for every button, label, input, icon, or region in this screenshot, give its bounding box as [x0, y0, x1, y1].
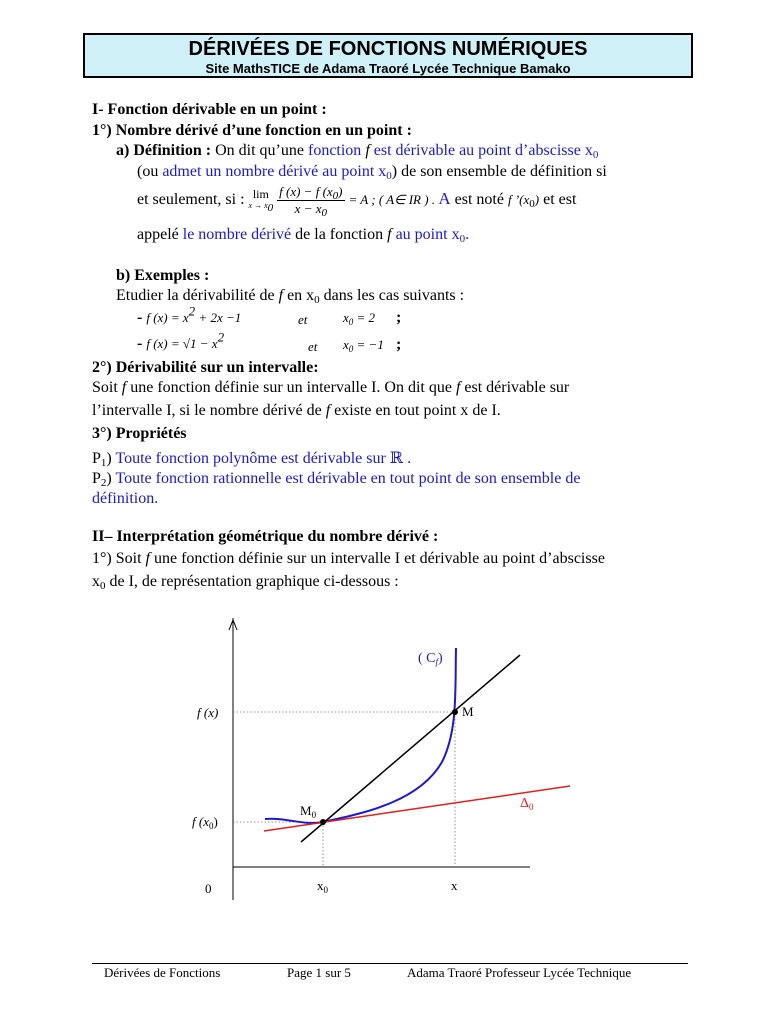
text: est noté	[450, 191, 508, 208]
examples-label: b) Exemples :	[116, 267, 210, 284]
text: )	[534, 192, 540, 207]
difference-quotient	[277, 184, 344, 217]
definition-line-1	[116, 141, 598, 161]
subscript: 0	[348, 317, 354, 327]
text: P	[92, 450, 101, 467]
subsection-2-title: 2°) Dérivabilité sur un intervalle:	[92, 359, 319, 376]
definition-line-2	[137, 162, 607, 182]
subscript: 0	[267, 202, 274, 215]
subscript: 0	[332, 189, 339, 202]
definition-line-3	[137, 180, 576, 219]
text: x	[343, 310, 349, 325]
subscript: 0	[459, 233, 466, 245]
text: )	[106, 470, 112, 487]
limit	[248, 187, 274, 215]
text: x	[343, 337, 349, 352]
subscript: 0	[529, 198, 535, 210]
math-f: f	[145, 550, 150, 567]
page-footer	[92, 963, 688, 980]
subscript: 0	[314, 294, 320, 306]
definition-label: a) Définition :	[116, 142, 212, 159]
section-2-line-1	[92, 549, 605, 569]
text: en x	[283, 287, 315, 304]
text: )	[338, 183, 343, 199]
math-f: f	[121, 379, 127, 396]
text: Soit	[92, 379, 122, 396]
point-M	[452, 709, 458, 715]
text: x	[92, 573, 100, 590]
page-title: DÉRIVÉES DE FONCTIONS NUMÉRIQUES	[188, 38, 588, 60]
section-2-title: II– Interprétation géométrique du nombre dérivé :	[92, 528, 439, 545]
A-symbol: A	[435, 189, 451, 208]
section-2-line-2	[92, 572, 399, 592]
subscript: 0	[348, 344, 354, 354]
text: de la fonction	[291, 226, 388, 243]
text: Toute fonction rationnelle est dérivable en tout point de son ensemble de	[111, 470, 581, 487]
text: = 2	[353, 310, 376, 325]
subsection-1-title: 1°) Nombre dérivé d’une fonction en un point :	[92, 122, 412, 139]
text: .	[465, 226, 470, 243]
section-1-title: I- Fonction dérivable en un point :	[92, 101, 327, 118]
delta0-label: $\Delta_0$	[520, 796, 534, 812]
subscript: 0	[321, 206, 327, 219]
example-2-et: et	[308, 339, 318, 354]
text: de I, de représentation graphique ci-dessous :	[105, 573, 399, 590]
text: existe en tout point x de I.	[330, 402, 501, 419]
page-subtitle: Site MathsTICE de Adama Traoré Lycée Technique Bamako	[205, 61, 571, 76]
footer-left: Dérivées de Fonctions	[104, 965, 221, 980]
text: (ou	[137, 163, 163, 180]
math-f: f	[455, 379, 461, 396]
text: une fonction définie sur un intervalle I et dérivable au point d’abscisse	[149, 550, 605, 567]
M-label: M	[462, 704, 474, 719]
definition-line-4	[137, 225, 469, 245]
subscript: 0	[100, 580, 106, 592]
text: f (x) = x	[146, 310, 189, 325]
lim-text: lim	[252, 187, 269, 202]
x0-axis-label: $x_0$	[317, 878, 328, 895]
text: x → x	[248, 201, 268, 211]
text: au point x	[395, 226, 460, 243]
derivability-line-1	[92, 378, 569, 398]
math-f: f	[325, 402, 331, 419]
subscript: 0	[592, 149, 599, 161]
bullet: -	[137, 335, 143, 352]
fx0-label: f $(x_0)$	[192, 814, 218, 831]
text: le nombre dérivé	[182, 226, 292, 243]
M0-label: $M_0$	[300, 803, 317, 820]
text: 1°) Soit	[92, 550, 146, 567]
text: est dérivable sur	[460, 379, 570, 396]
fx-label: f (x)	[197, 705, 219, 720]
property-2-cont: définition.	[92, 490, 159, 507]
fraction-denominator	[277, 201, 344, 217]
point-M0	[320, 819, 326, 825]
subscript: 1	[100, 457, 107, 469]
text: et seulement, si :	[137, 191, 249, 208]
derivability-line-2	[92, 401, 501, 421]
subscript: 2	[100, 477, 107, 489]
text: une fonction définie sur un intervalle I. On dit que	[126, 379, 456, 396]
example-2-x0	[343, 335, 384, 355]
text: = −1	[353, 337, 384, 352]
examples-text	[116, 286, 464, 306]
equals-A: = A ; ( A∈ IR ) .	[348, 192, 436, 207]
text: est dérivable au point d’abscisse x	[369, 142, 593, 159]
origin-label: 0	[205, 881, 212, 896]
math-f: f	[365, 142, 370, 159]
superscript: 2	[188, 303, 196, 319]
example-2	[137, 329, 225, 354]
fraction-numerator	[277, 184, 344, 201]
text: dans les cas suivants :	[319, 287, 465, 304]
derivative-graph	[0, 600, 768, 920]
curve-cf	[265, 648, 456, 823]
semicolon: ;	[396, 309, 402, 326]
text: Toute fonction polynôme est dérivable sur ℝ .	[111, 450, 412, 467]
text: )	[106, 450, 112, 467]
text: l’intervalle I, si le nombre dérivé de	[92, 402, 326, 419]
text: fonction	[307, 142, 366, 159]
secant-line	[301, 655, 520, 842]
subsection-3-title: 3°) Propriétés	[92, 425, 187, 442]
footer-right: Adama Traoré Professeur Lycée Technique	[407, 965, 632, 980]
header-box	[83, 33, 693, 78]
property-2	[92, 469, 580, 489]
text: + 2x −1	[195, 310, 242, 325]
text: On dit qu’une	[211, 142, 308, 159]
subscript: 0	[386, 170, 392, 182]
text: x − x	[294, 200, 322, 216]
example-1	[137, 303, 242, 328]
text: ) de son ensemble de définition si	[391, 163, 607, 180]
math-f: f	[387, 226, 392, 243]
example-1-et: et	[298, 312, 308, 327]
superscript: 2	[217, 329, 225, 345]
text: appelé	[137, 226, 183, 243]
footer-page-number: Page 1 sur 5	[287, 965, 351, 980]
text: admet un nombre dérivé au point x	[162, 163, 387, 180]
example-1-x0	[343, 308, 375, 328]
text: et est	[539, 191, 577, 208]
text: f (x) − f (x	[279, 183, 333, 199]
math-f: f	[278, 287, 284, 304]
cf-label: ( $C_f$)	[418, 651, 443, 667]
x-axis-label: x	[451, 878, 458, 893]
f-prime: f ’(x	[507, 192, 530, 207]
lim-under	[248, 200, 274, 215]
property-1	[92, 449, 411, 469]
text: P	[92, 470, 101, 487]
bullet: -	[137, 309, 143, 326]
text: Etudier la dérivabilité de	[116, 287, 279, 304]
semicolon: ;	[396, 336, 402, 353]
text: f (x) = √1 − x	[146, 336, 218, 351]
